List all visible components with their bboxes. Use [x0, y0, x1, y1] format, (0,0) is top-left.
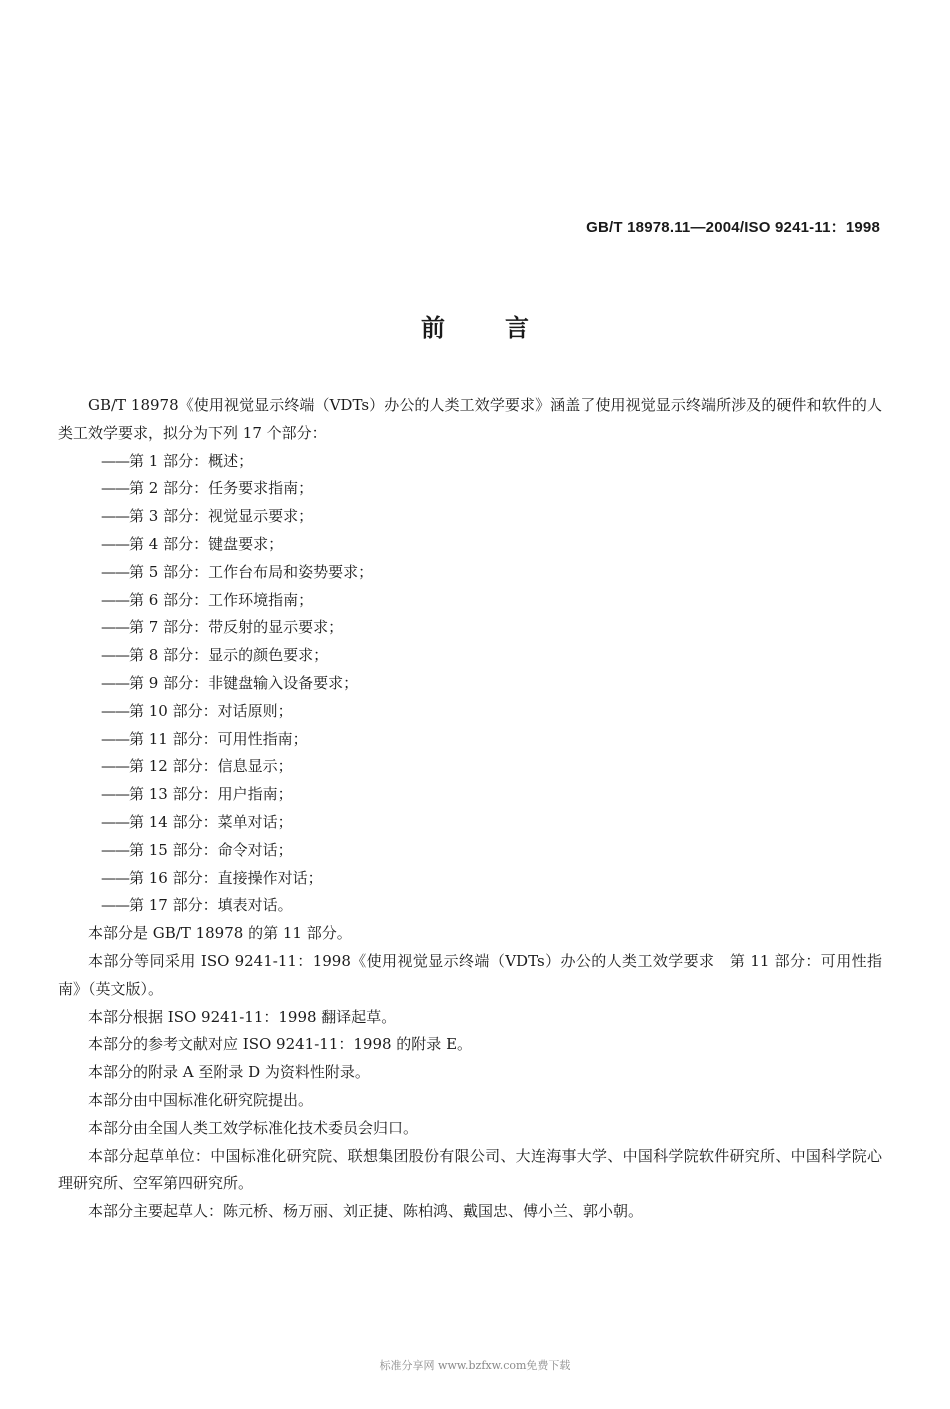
list-item: [58, 837, 882, 865]
list-item-text: 第 3 部分：视觉显示要求；: [129, 507, 314, 526]
list-item: [58, 448, 882, 476]
foreword-body: [58, 392, 882, 1226]
list-dash: ——: [101, 451, 129, 470]
list-item-text: 第 7 部分：带反射的显示要求；: [129, 618, 344, 637]
list-item: [58, 587, 882, 615]
list-dash: ——: [101, 534, 129, 553]
list-dash: ——: [101, 590, 129, 609]
list-dash: ——: [101, 812, 129, 831]
list-item: [58, 559, 882, 587]
list-item: [58, 781, 882, 809]
list-dash: ——: [101, 507, 129, 526]
paragraph-part-statement: 本部分是 GB/T 18978 的第 11 部分。: [88, 924, 352, 943]
paragraph-centralized-by: 本部分由全国人类工效学标准化技术委员会归口。: [88, 1118, 419, 1137]
list-item: [58, 531, 882, 559]
parts-list: [58, 448, 882, 921]
list-dash: ——: [101, 840, 129, 859]
list-item-text: 第 16 部分：直接操作对话；: [129, 868, 323, 887]
list-item-text: 第 13 部分：用户指南；: [129, 785, 293, 804]
list-item: [58, 726, 882, 754]
paragraph-translation: 本部分根据 ISO 9241-11：1998 翻译起草。: [88, 1007, 397, 1026]
list-item-text: 第 5 部分：工作台布局和姿势要求；: [129, 562, 374, 581]
list-dash: ——: [101, 785, 129, 804]
list-item-text: 第 11 部分：可用性指南；: [129, 729, 308, 748]
list-item: [58, 503, 882, 531]
list-dash: ——: [101, 896, 129, 915]
list-item: [58, 670, 882, 698]
list-dash: ——: [101, 701, 129, 720]
list-dash: ——: [101, 757, 129, 776]
list-item: [58, 809, 882, 837]
list-dash: ——: [101, 673, 129, 692]
list-item: [58, 698, 882, 726]
list-item: [58, 753, 882, 781]
list-item: [58, 865, 882, 893]
list-item-text: 第 14 部分：菜单对话；: [129, 812, 293, 831]
list-item-text: 第 4 部分：键盘要求；: [129, 534, 284, 553]
paragraph-drafters: 本部分主要起草人：陈元桥、杨万丽、刘正捷、陈柏鸿、戴国忠、傅小兰、郭小朝。: [88, 1202, 644, 1221]
intro-paragraph: GB/T 18978《使用视觉显示终端（VDTs）办公的人类工效学要求》涵盖了使用视觉显示终端所涉及的硬件和软件的人类工效学要求，拟分为下列 17 个部分：: [58, 396, 882, 442]
list-item: [58, 475, 882, 503]
list-dash: ——: [101, 646, 129, 665]
paragraph-drafting-units: 本部分起草单位：中国标准化研究院、联想集团股份有限公司、大连海事大学、中国科学院软件研究所、中国科学院心理研究所、空军第四研究所。: [58, 1146, 882, 1193]
list-item-text: 第 10 部分：对话原则；: [129, 701, 293, 720]
paragraph-annexes: 本部分的附录 A 至附录 D 为资料性附录。: [88, 1063, 370, 1082]
list-dash: ——: [101, 868, 129, 887]
paragraph-proposed-by: 本部分由中国标准化研究院提出。: [88, 1090, 314, 1109]
list-item-text: 第 12 部分：信息显示；: [129, 757, 293, 776]
footer-watermark: 标准分享网 www.bzfxw.com免费下载: [379, 1359, 571, 1372]
page-title: 前言: [421, 314, 589, 342]
list-item: [58, 892, 882, 920]
list-item-text: 第 9 部分：非键盘输入设备要求；: [129, 673, 359, 692]
list-item-text: 第 2 部分：任务要求指南；: [129, 479, 314, 498]
paragraph-equivalence: 本部分等同采用 ISO 9241-11：1998《使用视觉显示终端（VDTs）办公的人类工效学要求 第 11 部分：可用性指南》（英文版）。: [58, 951, 882, 998]
list-dash: ——: [101, 562, 129, 581]
paragraph-references: 本部分的参考文献对应 ISO 9241-11：1998 的附录 E。: [88, 1035, 473, 1054]
list-dash: ——: [101, 479, 129, 498]
standard-number: GB/T 18978.11—2004/ISO 9241-11：1998: [586, 219, 880, 236]
list-item: [58, 642, 882, 670]
list-dash: ——: [101, 729, 129, 748]
list-item: [58, 614, 882, 642]
list-item-text: 第 8 部分：显示的颜色要求；: [129, 646, 329, 665]
list-dash: ——: [101, 618, 129, 637]
list-item-text: 第 6 部分：工作环境指南；: [129, 590, 314, 609]
list-item-text: 第 17 部分：填表对话。: [129, 896, 293, 915]
list-item-text: 第 15 部分：命令对话；: [129, 840, 293, 859]
list-item-text: 第 1 部分：概述；: [129, 451, 254, 470]
